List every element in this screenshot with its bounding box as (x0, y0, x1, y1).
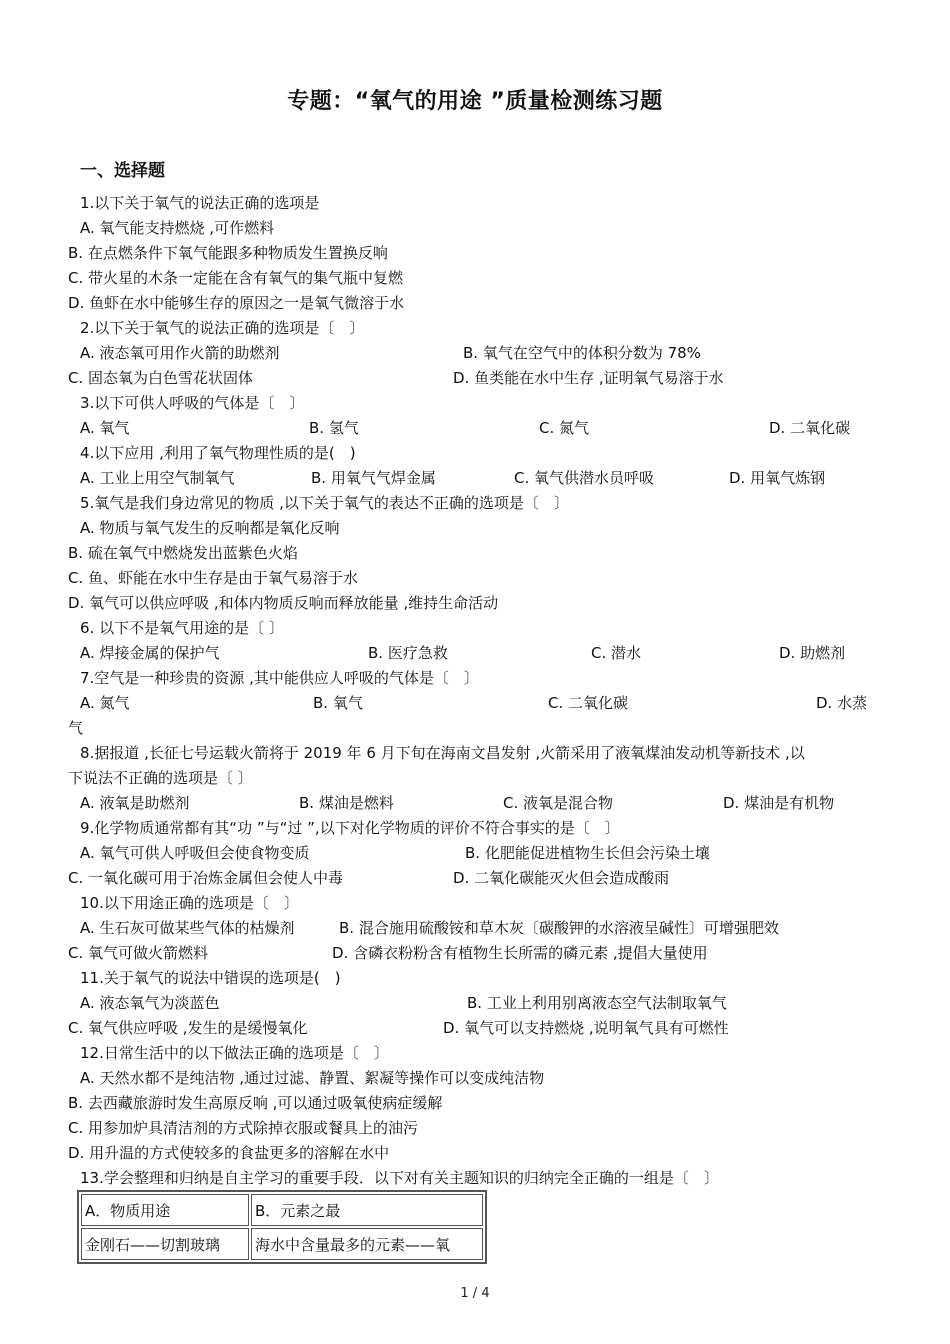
table-cell: 金刚石——切割玻璃 (81, 1228, 249, 1260)
table-row (81, 1228, 483, 1260)
option: C. 氧气可做火箭燃料 (68, 944, 209, 962)
question-stem: 3.以下可供人呼吸的气体是〔 〕 (80, 394, 305, 412)
question-stem-continued: 下说法不正确的选项是〔 〕 (68, 769, 253, 787)
option: C. 液氧是混合物 (503, 794, 614, 812)
question-stem: 10.以下用途正确的选项是〔 〕 (80, 894, 299, 912)
page-number: 1 / 4 (460, 1286, 490, 1301)
option: A. 液氧是助燃剂 (80, 794, 190, 812)
option: B. 用氧气气焊金属 (311, 469, 436, 487)
option: A. 氧气可供人呼吸但会使食物变质 (80, 844, 310, 862)
option: D. 助燃剂 (779, 644, 846, 662)
option: B. 化肥能促进植物生长但会污染土壤 (465, 844, 710, 862)
question-stem: 4.以下应用 ,利用了氧气物理性质的是( ) (80, 444, 356, 462)
option: B. 氧气在空气中的体积分数为 78% (463, 344, 701, 362)
option: D. 水蒸 (816, 694, 868, 712)
option: C. 固态氧为白色雪花状固体 (68, 369, 254, 387)
question-stem: 6. 以下不是氧气用途的是〔 〕 (80, 619, 284, 637)
option: D. 煤油是有机物 (723, 794, 835, 812)
option: A. 天然水都不是纯洁物 ,通过过滤、静置、絮凝等操作可以变成纯洁物 (80, 1069, 545, 1087)
option: D. 二氧化碳 (769, 419, 851, 437)
option: B. 煤油是燃料 (299, 794, 394, 812)
option: B. 医疗急救 (368, 644, 448, 662)
option: D. 含磷衣粉粉含有植物生长所需的磷元素 ,提倡大量使用 (332, 944, 708, 962)
option: B. 硫在氧气中燃烧发出蓝紫色火焰 (68, 544, 298, 562)
option: A. 氧气能支持燃烧 ,可作燃料 (80, 219, 275, 237)
option: C. 氮气 (539, 419, 590, 437)
question-stem: 11.关于氧气的说法中错误的选项是( ) (80, 969, 341, 987)
table-header-cell: A．物质用途 (81, 1194, 249, 1226)
section-heading: 一、选择题 (80, 161, 165, 181)
question-stem: 8.据报道 ,长征七号运载火箭将于 2019 年 6 月下旬在海南文昌发射 ,火箭采用了液氧煤油发动机等新技术 ,以 (80, 744, 805, 762)
option: A. 液态氧气为淡蓝色 (80, 994, 220, 1012)
option: C. 潜水 (591, 644, 642, 662)
option: B. 在点燃条件下氧气能跟多种物质发生置换反响 (68, 244, 388, 262)
option: A. 氮气 (80, 694, 130, 712)
option: B. 氢气 (309, 419, 359, 437)
question-stem: 7.空气是一种珍贵的资源 ,其中能供应人呼吸的气体是〔 〕 (80, 669, 479, 687)
option: A. 物质与氧气发生的反响都是氧化反响 (80, 519, 340, 537)
option: D. 氧气可以支持燃烧 ,说明氧气具有可燃性 (443, 1019, 729, 1037)
option: C. 氧气供应呼吸 ,发生的是缓慢氧化 (68, 1019, 308, 1037)
table-header-cell: B．元素之最 (251, 1194, 483, 1226)
option-wrap: 气 (68, 719, 84, 737)
option: C. 一氧化碳可用于冶炼金属但会使人中毒 (68, 869, 344, 887)
option: C. 氧气供潜水员呼吸 (514, 469, 655, 487)
option: A. 工业上用空气制氧气 (80, 469, 235, 487)
question-stem: 2.以下关于氧气的说法正确的选项是〔 〕 (80, 319, 365, 337)
option: A. 焊接金属的保护气 (80, 644, 220, 662)
option: A. 液态氧可用作火箭的助燃剂 (80, 344, 280, 362)
question-stem: 9.化学物质通常都有其“功 ”与“过 ”,以下对化学物质的评价不符合事实的是〔 〕 (80, 819, 620, 837)
option: D. 鱼类能在水中生存 ,证明氧气易溶于水 (453, 369, 724, 387)
option: C. 用参加炉具清洁剂的方式除掉衣服或餐具上的油污 (68, 1119, 419, 1137)
page-title: 专题：“氧气的用途 ”质量检测练习题 (287, 89, 663, 114)
table-cell: 海水中含量最多的元素——氧 (251, 1228, 483, 1260)
option: D. 用升温的方式使较多的食盐更多的溶解在水中 (68, 1144, 390, 1162)
option: B. 混合施用硫酸铵和草木灰〔碳酸钾的水溶液呈碱性〕可增强肥效 (339, 919, 779, 937)
answer-table (77, 1190, 487, 1264)
option: C. 鱼、虾能在水中生存是由于氧气易溶于水 (68, 569, 359, 587)
question-stem: 13.学会整理和归纳是自主学习的重要手段．以下对有关主题知识的归纳完全正确的一组是〔 〕 (80, 1169, 719, 1187)
option: C. 带火星的木条一定能在含有氧气的集气瓶中复燃 (68, 269, 404, 287)
option: A. 氧气 (80, 419, 130, 437)
question-stem: 5.氧气是我们身边常见的物质 ,以下关于氧气的表达不正确的选项是〔 〕 (80, 494, 569, 512)
option: B. 氧气 (313, 694, 363, 712)
question-stem: 12.日常生活中的以下做法正确的选项是〔 〕 (80, 1044, 389, 1062)
question-stem: 1.以下关于氧气的说法正确的选项是 (80, 194, 320, 212)
option: D. 二氧化碳能灭火但会造成酸雨 (453, 869, 670, 887)
table-row (81, 1194, 483, 1226)
option: D. 鱼虾在水中能够生存的原因之一是氧气微溶于水 (68, 294, 405, 312)
option: D. 氧气可以供应呼吸 ,和体内物质反响而释放能量 ,维持生命活动 (68, 594, 499, 612)
option: A. 生石灰可做某些气体的枯燥剂 (80, 919, 295, 937)
option: C. 二氧化碳 (548, 694, 629, 712)
option: B. 去西藏旅游时发生高原反响 ,可以通过吸氧使病症缓解 (68, 1094, 443, 1112)
option: D. 用氧气炼钢 (729, 469, 826, 487)
option: B. 工业上利用别离液态空气法制取氧气 (467, 994, 727, 1012)
